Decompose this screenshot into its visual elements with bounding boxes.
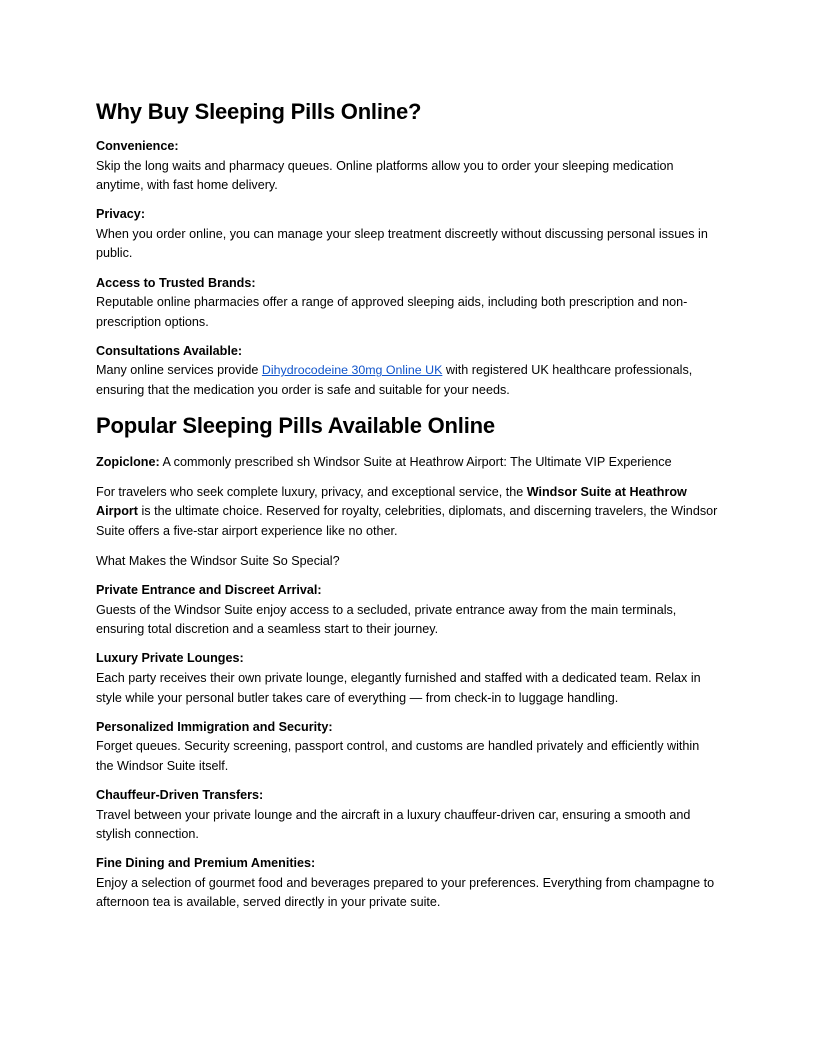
item-private-entrance <box>96 581 720 640</box>
item-text: Travel between your private lounge and the aircraft in a luxury chauffeur-driven car, ensuring a smooth and stylish connection. <box>96 807 691 842</box>
item-privacy <box>96 205 720 264</box>
item-label: Personalized Immigration and Security: <box>96 719 333 734</box>
item-text: Each party receives their own private lounge, elegantly furnished and staffed with a dedicated team. Relax in style while your personal butler takes care of everything — from check-in to luggage handling. <box>96 670 701 705</box>
item-text: Forget queues. Security screening, passport control, and customs are handled privately and efficiently within the Windsor Suite itself. <box>96 739 700 773</box>
item-text: Reputable online pharmacies offer a range of approved sleeping aids, including both prescription and non-prescription options. <box>96 295 688 329</box>
item-label: Luxury Private Lounges: <box>96 651 244 666</box>
item-text-before-link: Many online services provide <box>96 363 262 378</box>
item-consultations <box>96 342 720 401</box>
intro-bold-text: Windsor Suite at Heathrow Airport <box>96 484 687 519</box>
document-body <box>96 96 720 923</box>
item-label: Consultations Available: <box>96 343 243 358</box>
zopiclone-text: A commonly prescribed sh Windsor Suite at Heathrow Airport: The Ultimate VIP Experience <box>159 455 672 470</box>
item-fine-dining <box>96 854 720 913</box>
windsor-question: What Makes the Windsor Suite So Special? <box>96 553 340 568</box>
item-text-after-link: with registered UK healthcare professionals, ensuring that the medication you order is safe and suitable for your needs. <box>96 363 693 398</box>
item-label: Privacy: <box>96 207 146 222</box>
item-luxury-lounges <box>96 649 720 708</box>
item-text: Guests of the Windsor Suite enjoy access to a secluded, private entrance away from the main terminals, ensuring total discretion and a seamless start to their journey. <box>96 602 677 637</box>
item-text: When you order online, you can manage your sleep treatment discreetly without discussing personal issues in public. <box>96 226 708 261</box>
item-label: Fine Dining and Premium Amenities: <box>96 856 316 871</box>
item-text: Skip the long waits and pharmacy queues. Online platforms allow you to order your sleeping medication anytime, with fast home delivery. <box>96 158 674 193</box>
item-trusted-brands <box>96 274 720 333</box>
item-label: Private Entrance and Discreet Arrival: <box>96 583 322 598</box>
section-heading-why-buy: Why Buy Sleeping Pills Online? <box>96 99 422 124</box>
item-text: Enjoy a selection of gourmet food and beverages prepared to your preferences. Everything from champagne to afternoon tea is available, served directly in your private suite. <box>96 875 715 910</box>
intro-text-after: is the ultimate choice. Reserved for royalty, celebrities, diplomats, and discerning travelers, the Windsor Suite offers a five-star airport experience like no other. <box>96 504 718 538</box>
intro-text-before: For travelers who seek complete luxury, privacy, and exceptional service, the <box>96 484 527 499</box>
item-immigration-security <box>96 718 720 777</box>
dihydrocodeine-link[interactable]: Dihydrocodeine 30mg Online UK <box>261 363 443 378</box>
zopiclone-label: Zopiclone: <box>96 455 160 470</box>
windsor-intro-paragraph <box>96 483 720 542</box>
item-chauffeur-transfers <box>96 786 720 845</box>
section-heading-popular-pills: Popular Sleeping Pills Available Online <box>96 413 495 439</box>
item-label: Convenience: <box>96 139 179 153</box>
zopiclone-paragraph <box>96 453 720 473</box>
item-label: Access to Trusted Brands: <box>96 275 256 290</box>
item-label: Chauffeur-Driven Transfers: <box>96 787 264 802</box>
item-convenience <box>96 137 720 196</box>
